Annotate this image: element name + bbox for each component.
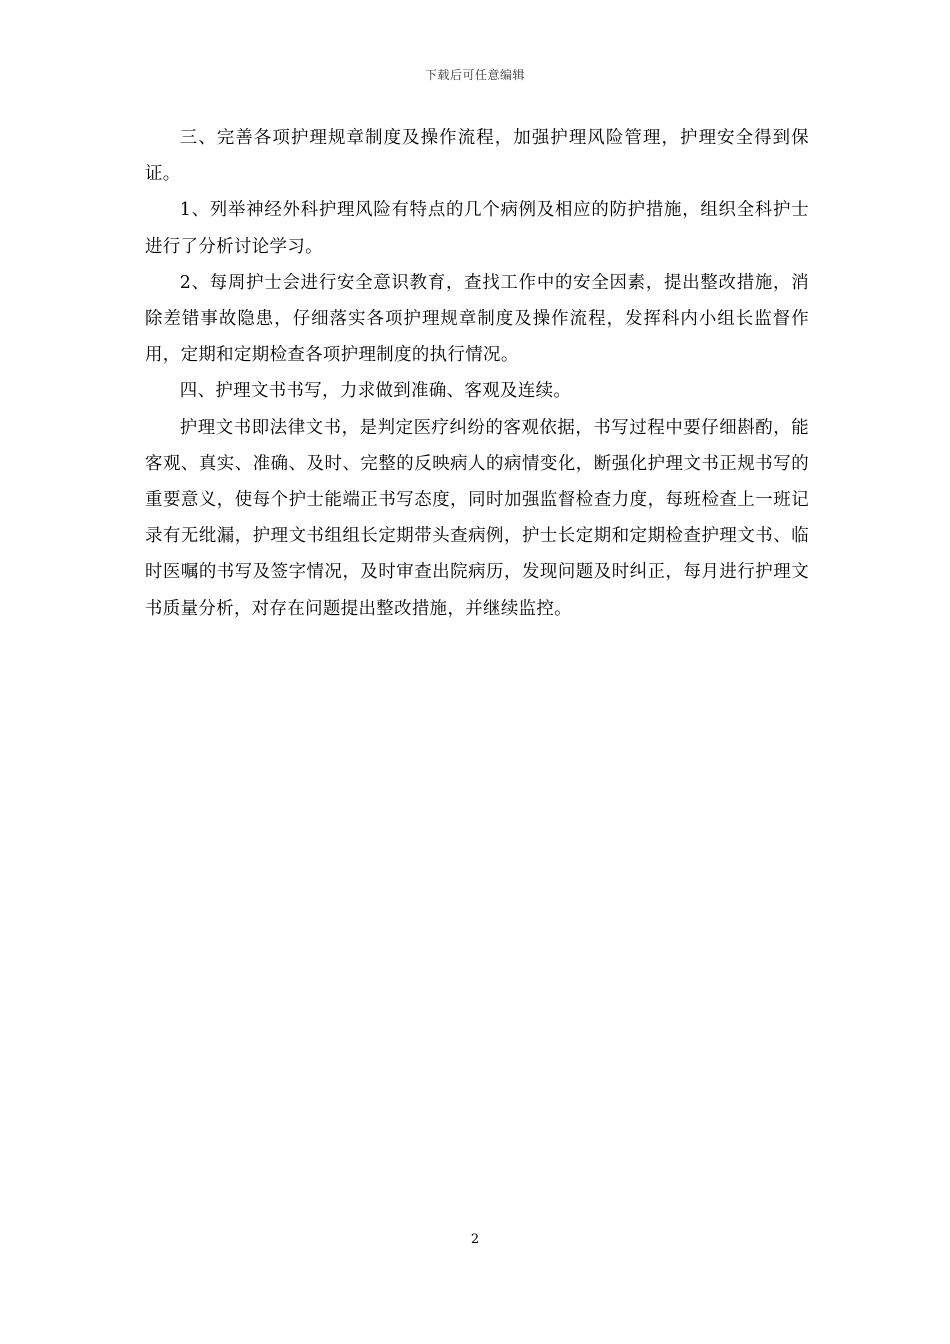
document-body bbox=[145, 120, 809, 627]
header-note: 下载后可任意编辑 bbox=[424, 68, 525, 82]
page-number: 2 bbox=[470, 1232, 480, 1247]
paragraph-section-three: 三、完善各项护理规章制度及操作流程，加强护理风险管理，护理安全得到保证。 bbox=[145, 128, 809, 185]
paragraph-section-four: 四、护理文书书写，力求做到准确、客观及连续。 bbox=[179, 381, 572, 402]
paragraph-nursing-records: 护理文书即法律文书，是判定医疗纠纷的客观依据，书写过程中要仔细斟酌，能客观、真实、准确、及时、完整的反映病人的病情变化，断强化护理文书正规书写的重要意义，使每个护士能端正书写态度，同时加强监督检查力度，每班检查上一班记录有无纰漏，护理文书组组长定期带头查病例，护士长定期和定期检查护理文书、临时医嘱的书写及签字情况，及时审查出院病历，发现问题及时纠正，每月进行护理文书质量分析，对存在问题提出整改措施，并继续监控。 bbox=[145, 417, 809, 619]
paragraph-item-two: 2、每周护士会进行安全意识教育，查找工作中的安全因素，提出整改措施，消除差错事故隐患，仔细落实各项护理规章制度及操作流程，发挥科内小组长监督作用，定期和定期检查各项护理制度的执行情况。 bbox=[145, 272, 809, 366]
paragraph-item-one: 1、列举神经外科护理风险有特点的几个病例及相应的防护措施，组织全科护士进行了分析讨论学习。 bbox=[145, 200, 809, 257]
